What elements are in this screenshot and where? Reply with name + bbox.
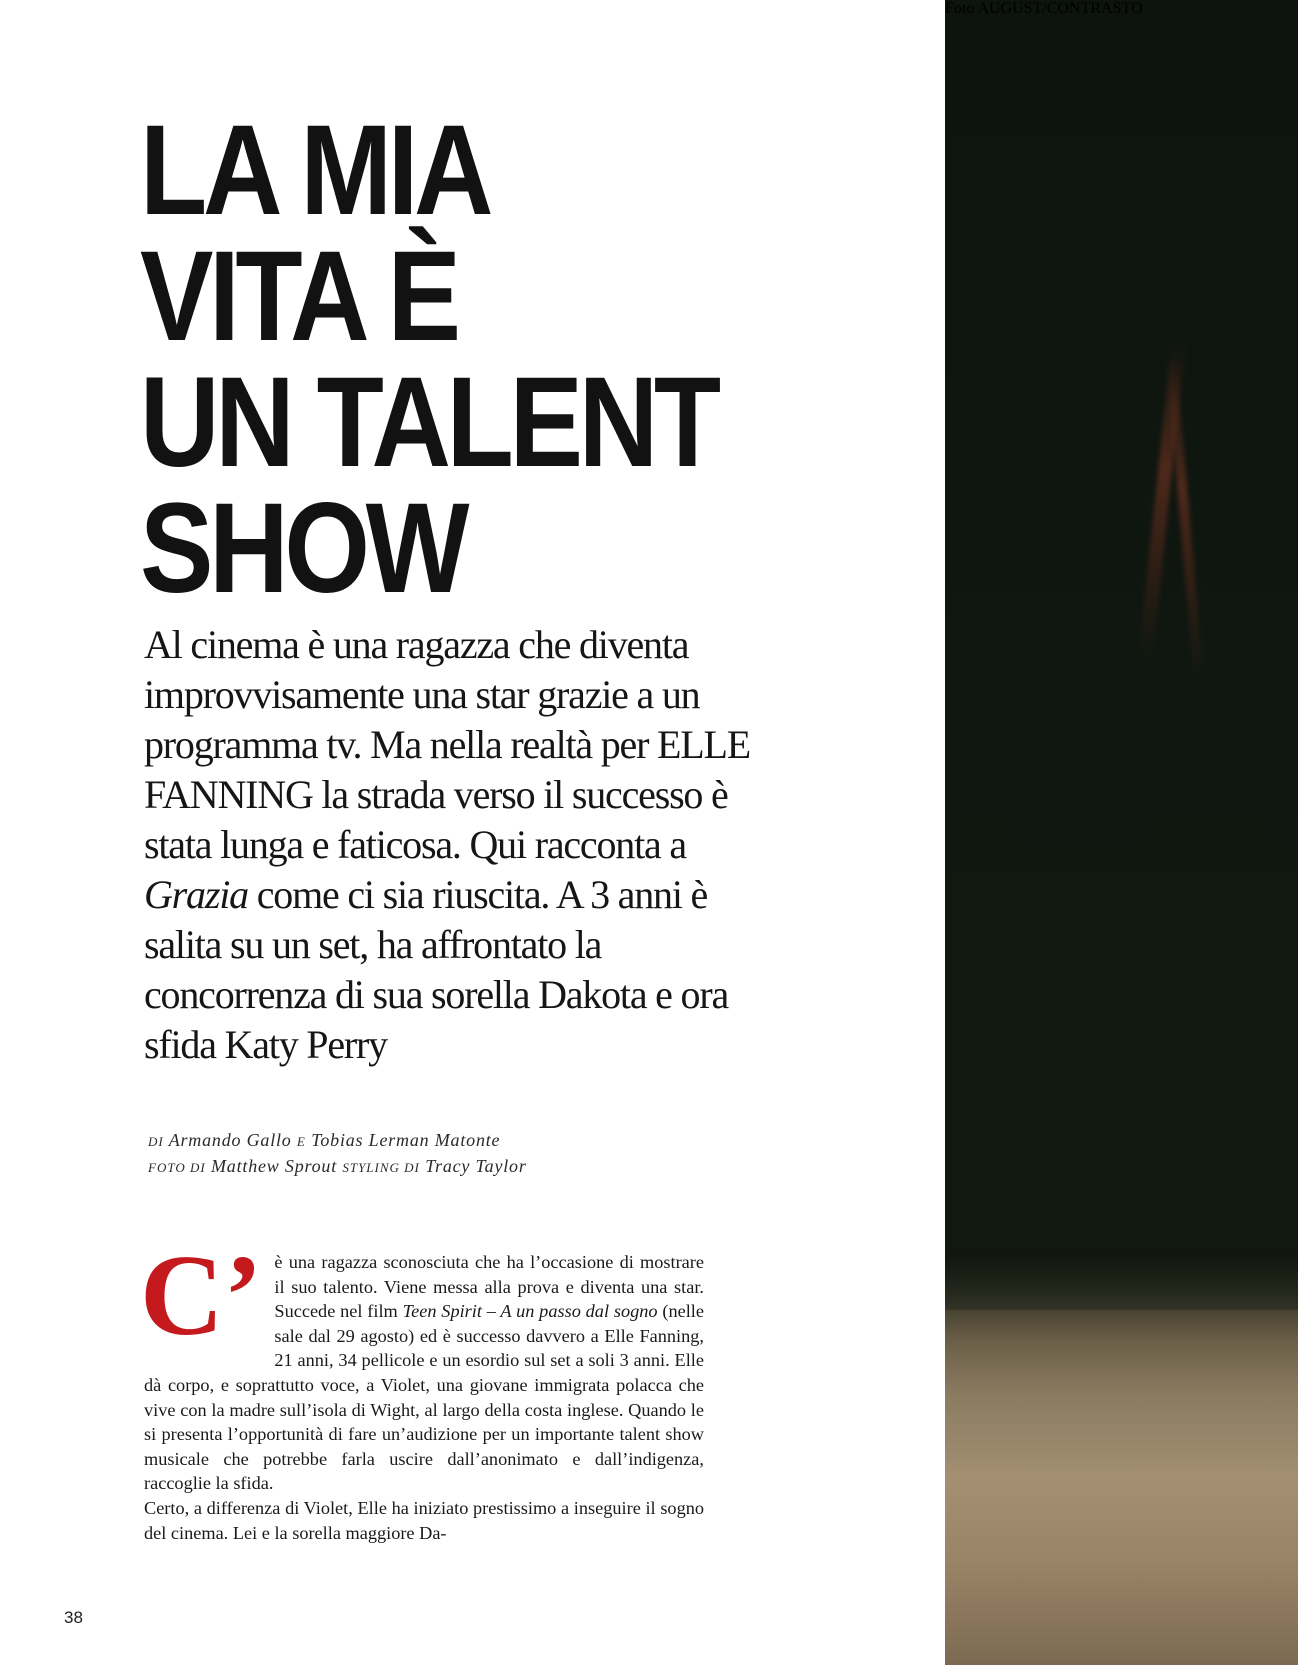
article-body bbox=[140, 1232, 704, 1545]
byline-credits bbox=[148, 1154, 708, 1180]
drop-cap: C’ bbox=[140, 1232, 263, 1360]
paragraph-text: è una ragazza sconosciuta che ha l’occasione di mostrare il suo talento. Viene messa alla prova e diventa una star. Succede nel film bbox=[274, 1252, 704, 1322]
cover-photo bbox=[945, 0, 1298, 1665]
headline-line: LA MIA bbox=[140, 99, 490, 242]
photo-credit: Foto AUGUST/CONTRASTO bbox=[945, 0, 1143, 17]
headline bbox=[140, 99, 717, 620]
page-number: 38 bbox=[64, 1608, 83, 1627]
photo-light-streak bbox=[1166, 360, 1204, 680]
article-paragraph: Certo, a differenza di Violet, Elle ha iniziato prestissimo a inseguire il sogno del cinema. Lei e la sorella maggiore Da- bbox=[144, 1497, 704, 1543]
photographer-name: Matthew Sprout bbox=[211, 1156, 338, 1176]
byline-label: STYLING DI bbox=[342, 1160, 420, 1175]
byline bbox=[148, 1128, 708, 1180]
headline-line: VITA È bbox=[140, 225, 457, 368]
author-name: Armando Gallo bbox=[168, 1130, 292, 1150]
standfirst-text: Al cinema è una ragazza che diventa improvvisamente una star grazie a un programma tv. Ma nella realtà per ELLE FANNING la strada verso il successo è stata lunga e faticosa. Qui racconta a bbox=[144, 622, 750, 867]
byline-authors bbox=[148, 1128, 708, 1154]
headline-line: SHOW bbox=[140, 477, 466, 620]
standfirst bbox=[144, 620, 774, 1070]
magazine-name: Grazia bbox=[144, 872, 248, 917]
paragraph-text: (nelle sale dal 29 agosto) ed è successo davvero a Elle Fanning, 21 anni, 34 pellicole e un esordio sul set a soli 3 anni. Elle dà corpo, e soprattutto voce, a Violet, una giovane immigrata polacca che vive con la madre sull’isola di Wight, al largo della costa inglese. Quando le si presenta l’opportunità di fare un’audizione per un importante talent show musicale che potrebbe farla uscire dall’anonimato e dall’indigenza, raccoglie la sfida. bbox=[144, 1301, 704, 1494]
byline-label: E bbox=[296, 1134, 306, 1149]
standfirst-text: come ci sia riuscita. A 3 anni è salita su un set, ha affrontato la concorrenza di sua sorella Dakota e ora sfida Katy Perry bbox=[144, 872, 729, 1067]
author-name: Tobias Lerman Matonte bbox=[311, 1130, 501, 1150]
article-paragraph bbox=[140, 1232, 704, 1496]
photo-ground bbox=[945, 1250, 1298, 1665]
stylist-name: Tracy Taylor bbox=[425, 1156, 527, 1176]
film-title: Teen Spirit – A un passo dal sogno bbox=[402, 1301, 658, 1322]
headline-line: UN TALENT bbox=[140, 351, 717, 494]
byline-label: FOTO DI bbox=[148, 1160, 206, 1175]
byline-label: DI bbox=[148, 1134, 164, 1149]
